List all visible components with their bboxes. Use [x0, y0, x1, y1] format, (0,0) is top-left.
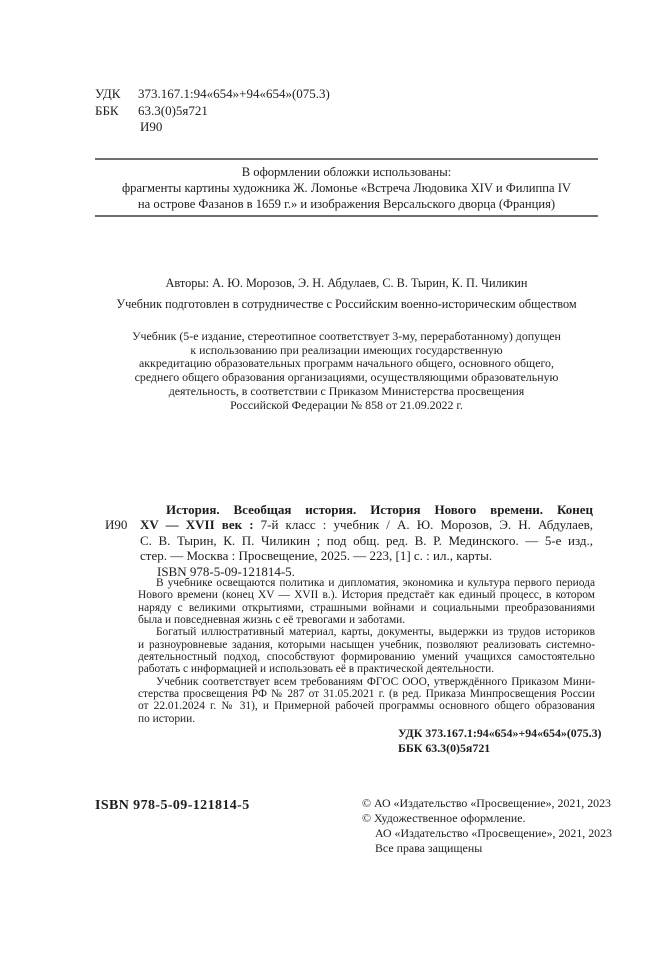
copyright-line: АО «Издательство «Просвещение», 2021, 2023	[375, 826, 612, 840]
partnership-line: Учебник подготовлен в сотрудничестве с Российским военно-историческим обществом	[116, 297, 577, 311]
annotation-line: и разноуровневые задания, которыми насыщен учебник, позволяют реализовать системно-	[138, 638, 595, 651]
cover-note-line: на острове Фазанов в 1659 г.» и изображения Версальского дворца (Франция)	[137, 197, 556, 211]
biblio-title-line: История. Всеобщая история. История Нового времени. Конец	[166, 502, 593, 517]
divider-rule-top	[95, 158, 598, 160]
annotation-line: деятельностный подход, способствуют формированию умений учащихся самостоятельно	[138, 651, 595, 664]
udk-bottom-line: УДК 373.167.1:94«654»+94«654»(075.3)	[398, 726, 602, 740]
annotation-line: по истории.	[138, 712, 196, 725]
rights-reserved-line: Все права защищены	[375, 841, 483, 855]
accreditation-line: среднего общего образования организациями, осуществляющими образовательную	[134, 370, 559, 385]
annotation-line: была и повседневная жизнь с её тревогами и заботами.	[138, 614, 406, 627]
accreditation-line: Российской Федерации № 858 от 21.09.2022 г.	[230, 397, 463, 412]
copyright-line: © АО «Издательство «Просвещение», 2021, 2023	[362, 796, 612, 810]
annotation-line: стерства просвещения РФ № 287 от 31.05.2021 г. (в ред. Приказа Минпросвещения России	[138, 688, 595, 701]
annotation-line: Учебник соответствует всем требованиям ФГОС ООО, утверждённого Приказом Мини-	[156, 675, 595, 688]
book-code: И90	[140, 119, 163, 134]
divider-rule-bottom	[95, 215, 598, 217]
cover-note-line: В оформлении обложки использованы:	[241, 165, 452, 179]
biblio-line: стер. — Москва : Просвещение, 2025. — 223, [1] с. : ил., карты.	[140, 548, 493, 564]
bbk-bottom-line: ББК 63.3(0)5я721	[398, 740, 491, 755]
biblio-description: 7-й класс : учебник / А. Ю. Морозов, Э. Н. Абдулаев,	[253, 517, 594, 533]
annotation-line: наряду с великими открытиями, страшными войнами и социальными преобразованиями	[138, 601, 595, 614]
authors-line: Авторы: А. Ю. Морозов, Э. Н. Абдулаев, С. В. Тырин, К. П. Чиликин	[165, 276, 528, 290]
bottom-classification-block	[398, 726, 602, 755]
bbk-line	[95, 103, 330, 120]
udk-label: УДК	[95, 86, 121, 101]
cover-design-note	[95, 164, 598, 212]
accreditation-line: Учебник (5-е издание, стереотипное соответствует 3-му, переработанному) допущен	[132, 329, 561, 343]
bibliographic-record	[105, 502, 594, 579]
annotation-line: от 22.01.2024 г. № 31), и Примерной рабочей программы основного общего образования	[138, 700, 595, 713]
biblio-isbn-line: ISBN 978-5-09-121814-5.	[157, 563, 295, 579]
accreditation-line: к использованию при реализации имеющих государственную	[190, 342, 503, 357]
annotation-block	[138, 577, 595, 725]
annotation-line: Богатый иллюстративный материал, карты, документы, выдержки из трудов историков	[156, 626, 595, 639]
biblio-line: С. В. Тырин, К. П. Чиликин ; под общ. ред. В. Р. Мединского. — 5-е изд.,	[140, 532, 593, 548]
udk-value: 373.167.1:94«654»+94«654»(075.3)	[138, 86, 330, 101]
bbk-label: ББК	[95, 102, 119, 118]
copyright-block	[362, 796, 612, 856]
authors-block	[95, 276, 598, 312]
top-classification-block	[95, 86, 330, 136]
bbk-value: 63.3(0)5я721	[138, 102, 208, 118]
udk-line	[95, 86, 330, 103]
annotation-line: работать с информацией и использовать её в практической деятельности.	[138, 663, 495, 676]
hanging-book-code: И90	[105, 517, 128, 533]
annotation-line: В учебнике освещаются политика и дипломатия, экономика и культура первого периода	[156, 577, 595, 589]
isbn-footer: ISBN 978-5-09-121814-5	[95, 798, 250, 813]
copyright-line: © Художественное оформление.	[362, 811, 526, 825]
biblio-title-continuation: XV — XVII век :	[140, 517, 254, 533]
biblio-line	[140, 517, 593, 532]
annotation-line: Нового времени (конец XV — XVII в.). История предстаёт как единый процесс, в котором	[138, 589, 595, 602]
accreditation-note	[95, 330, 598, 412]
accreditation-line: деятельность, в соответствии с Приказом Министерства просвещения	[168, 383, 525, 398]
cover-note-line: фрагменты картины художника Ж. Ломонье «Встреча Людовика XIV и Филиппа IV	[122, 181, 571, 195]
accreditation-line: аккредитацию образовательных программ начального общего, основного общего,	[139, 356, 554, 371]
